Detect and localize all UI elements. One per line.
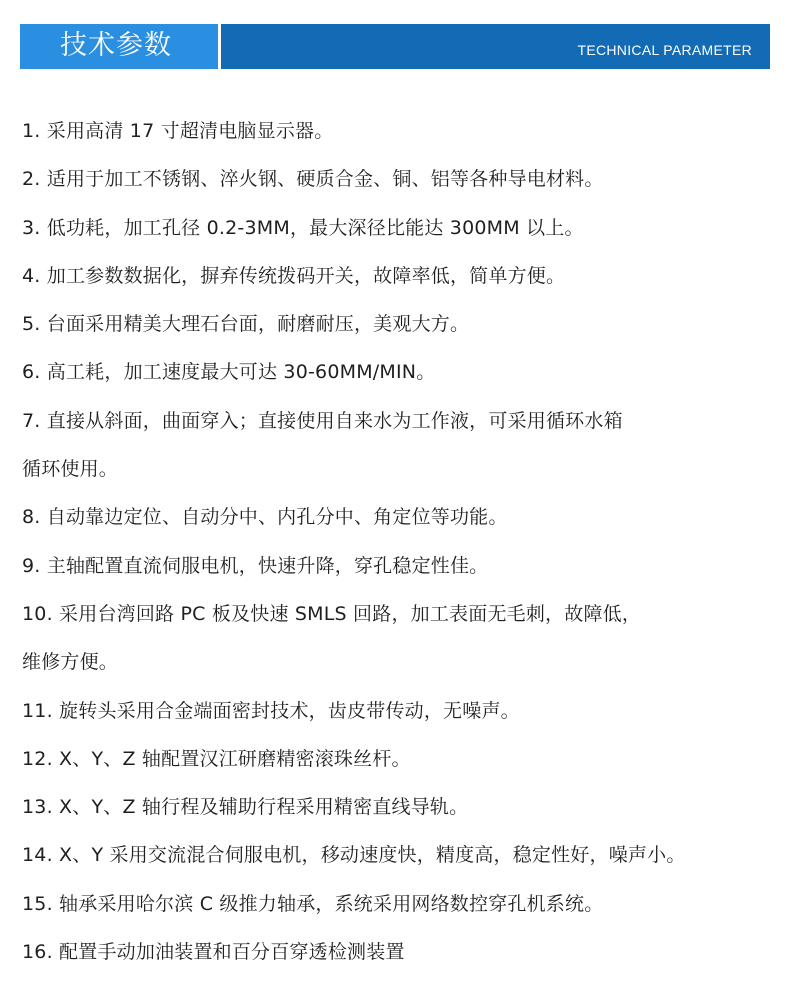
param-line: 6. 高工耗，加工速度最大可达 30-60MM/MIN。 bbox=[22, 361, 436, 384]
param-line: 13. X、Y、Z 轴行程及辅助行程采用精密直线导轨。 bbox=[22, 796, 469, 819]
param-line: 3. 低功耗，加工孔径 0.2-3MM，最大深径比能达 300MM 以上。 bbox=[22, 216, 584, 239]
param-line: 4. 加工参数数据化，摒弃传统拨码开关，故障率低，简单方便。 bbox=[22, 264, 566, 287]
section-header bbox=[20, 24, 770, 69]
param-line: 12. X、Y、Z 轴配置汉江研磨精密滚珠丝杆。 bbox=[22, 747, 411, 770]
param-line: 15. 轴承采用哈尔滨 C 级推力轴承，系统采用网络数控穿孔机系统。 bbox=[22, 892, 604, 915]
param-line: 14. X、Y 采用交流混合伺服电机，移动速度快，精度高，稳定性好，噪声小。 bbox=[22, 844, 686, 867]
technical-parameter-list bbox=[22, 107, 782, 976]
section-subtitle: TECHNICAL PARAMETER bbox=[577, 42, 752, 58]
param-line: 10. 采用台湾回路 PC 板及快速 SMLS 回路，加工表面无毛刺，故障低， bbox=[22, 602, 642, 625]
param-line: 11. 旋转头采用合金端面密封技术，齿皮带传动，无噪声。 bbox=[22, 699, 520, 722]
section-title: 技术参数 bbox=[60, 30, 172, 61]
param-line: 8. 自动靠边定位、自动分中、内孔分中、角定位等功能。 bbox=[22, 506, 508, 529]
param-line: 7. 直接从斜面，曲面穿入；直接使用自来水为工作液，可采用循环水箱 bbox=[22, 409, 623, 432]
param-line-continuation: 循环使用。 bbox=[22, 458, 119, 481]
param-line: 9. 主轴配置直流伺服电机，快速升降，穿孔稳定性佳。 bbox=[22, 554, 489, 577]
param-line: 2. 适用于加工不锈钢、淬火钢、硬质合金、铜、铝等各种导电材料。 bbox=[22, 168, 604, 191]
param-line: 1. 采用高清 17 寸超清电脑显示器。 bbox=[22, 120, 334, 142]
param-line: 5. 台面采用精美大理石台面，耐磨耐压，美观大方。 bbox=[22, 313, 470, 336]
param-line: 16. 配置手动加油装置和百分百穿透检测装置 bbox=[22, 941, 405, 964]
param-line-continuation: 维修方便。 bbox=[22, 651, 119, 674]
header-title-tab bbox=[20, 24, 221, 69]
